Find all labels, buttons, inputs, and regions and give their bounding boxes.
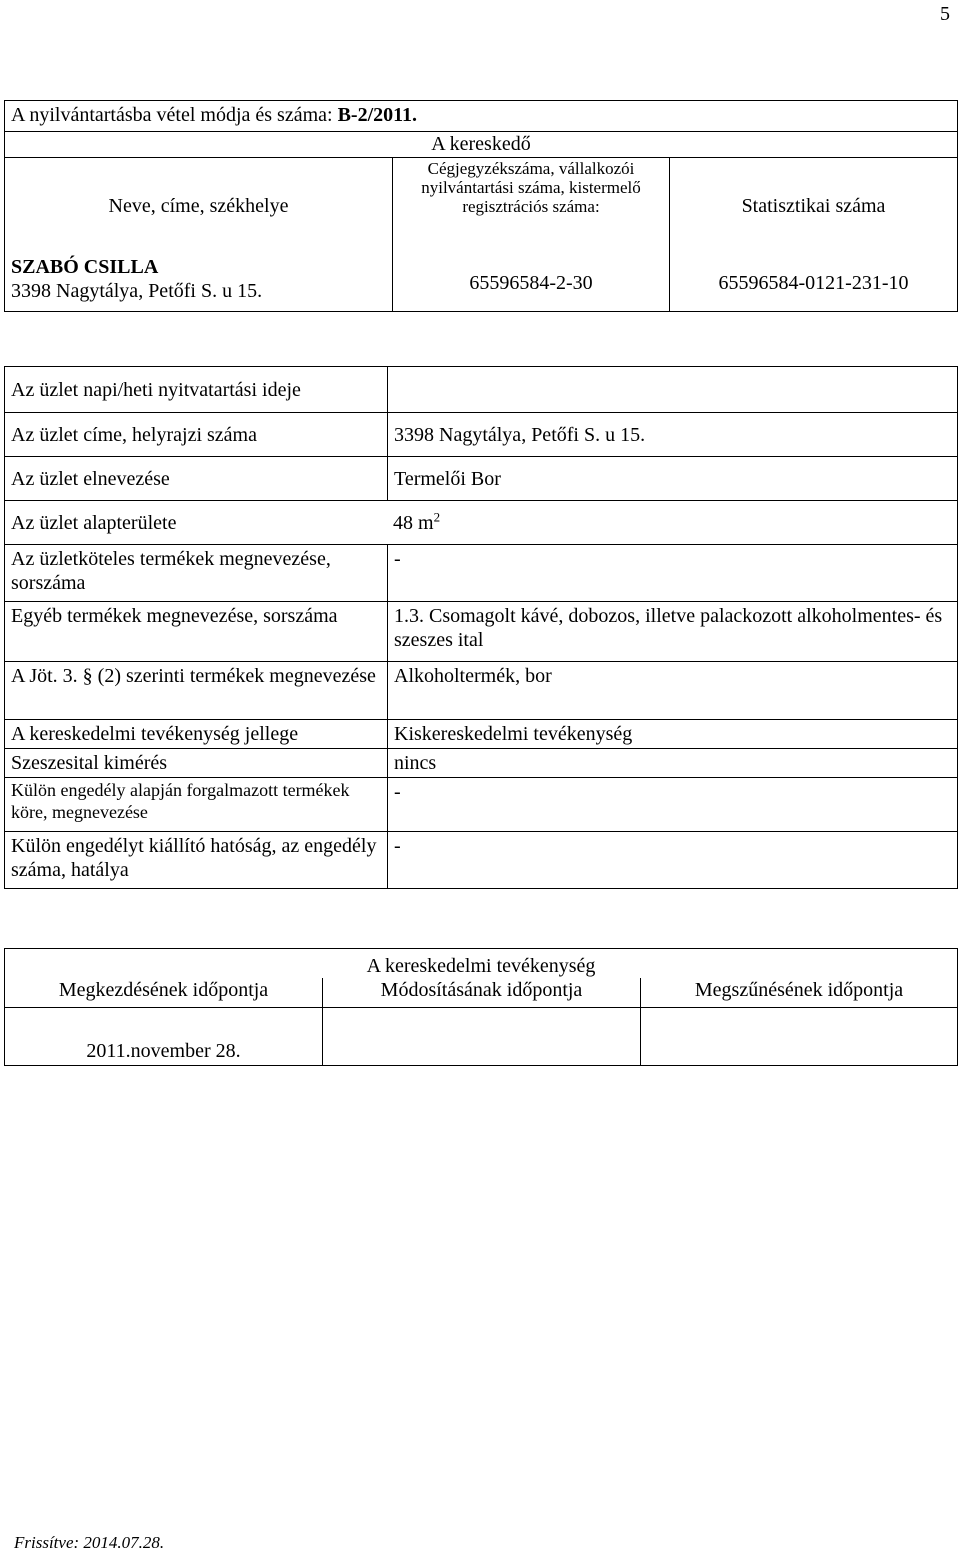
shop-address-value: 3398 Nagytálya, Petőfi S. u 15. [388, 413, 958, 457]
shop-area-label: Az üzlet alapterülete [11, 511, 177, 534]
activity-start-value: 2011.november 28. [5, 1008, 323, 1066]
row-value: Alkoholtermék, bor [388, 662, 958, 720]
shop-area-value: 48 m [393, 511, 434, 534]
activity-col-modify: Módosításának időpontja [323, 978, 641, 1008]
registry-row [5, 101, 958, 132]
row-value: - [388, 545, 958, 602]
opening-hours-value [388, 367, 958, 413]
shop-name-value: Termelői Bor [388, 457, 958, 501]
registry-value: B-2/2011. [337, 104, 418, 126]
merchant-address: 3398 Nagytálya, Petőfi S. u 15. [11, 279, 263, 302]
footer-updated: Frissítve: 2014.07.28. [14, 1532, 165, 1552]
row-label: Külön engedély alapján forgalmazott termékek köre, megnevezése [5, 778, 388, 832]
row-value: - [388, 832, 958, 889]
activity-table [4, 948, 958, 1066]
merchant-heading: A kereskedő [5, 132, 958, 158]
reg-number: 65596584-2-30 [393, 255, 670, 312]
shop-name-label: Az üzlet elnevezése [5, 457, 388, 501]
col-name-header: Neve, címe, székhelye [5, 158, 393, 255]
row-label: A kereskedelmi tevékenység jellege [5, 720, 388, 749]
shop-area-row [5, 501, 958, 545]
merchant-table [4, 100, 958, 312]
col-reg-header: Cégjegyzékszáma, vállalkozói nyilvántartási száma, kistermelő regisztrációs száma: [393, 158, 670, 255]
col-stat-header: Statisztikai száma [670, 158, 958, 255]
activity-col-end: Megszűnésének időpontja [641, 978, 958, 1008]
shop-area-unit-sup: 2 [433, 508, 441, 524]
merchant-name: SZABÓ CSILLA [11, 255, 159, 278]
row-value: nincs [388, 749, 958, 778]
shop-address-label: Az üzlet címe, helyrajzi száma [5, 413, 388, 457]
row-label: A Jöt. 3. § (2) szerinti termékek megnevezése [5, 662, 388, 720]
activity-modify-value [323, 1008, 641, 1066]
activity-col-start: Megkezdésének időpontja [5, 978, 323, 1008]
row-value: - [388, 778, 958, 832]
stat-number: 65596584-0121-231-10 [670, 255, 958, 312]
shop-table [4, 366, 958, 889]
row-label: Egyéb termékek megnevezése, sorszáma [5, 602, 388, 662]
row-value: Kiskereskedelmi tevékenység [388, 720, 958, 749]
row-label: Szeszesital kimérés [5, 749, 388, 778]
activity-heading: A kereskedelmi tevékenység [5, 949, 958, 978]
opening-hours-label: Az üzlet napi/heti nyitvatartási ideje [5, 367, 388, 413]
merchant-name-cell [5, 255, 393, 312]
row-label: Az üzletköteles termékek megnevezése, sorszáma [5, 545, 388, 602]
registry-label: A nyilvántartásba vétel módja és száma: [11, 104, 333, 126]
row-value: 1.3. Csomagolt kávé, dobozos, illetve palackozott alkoholmentes- és szeszes ital [388, 602, 958, 662]
activity-end-value [641, 1008, 958, 1066]
page-number: 5 [940, 3, 950, 25]
row-label: Külön engedélyt kiállító hatóság, az engedély száma, hatálya [5, 832, 388, 889]
